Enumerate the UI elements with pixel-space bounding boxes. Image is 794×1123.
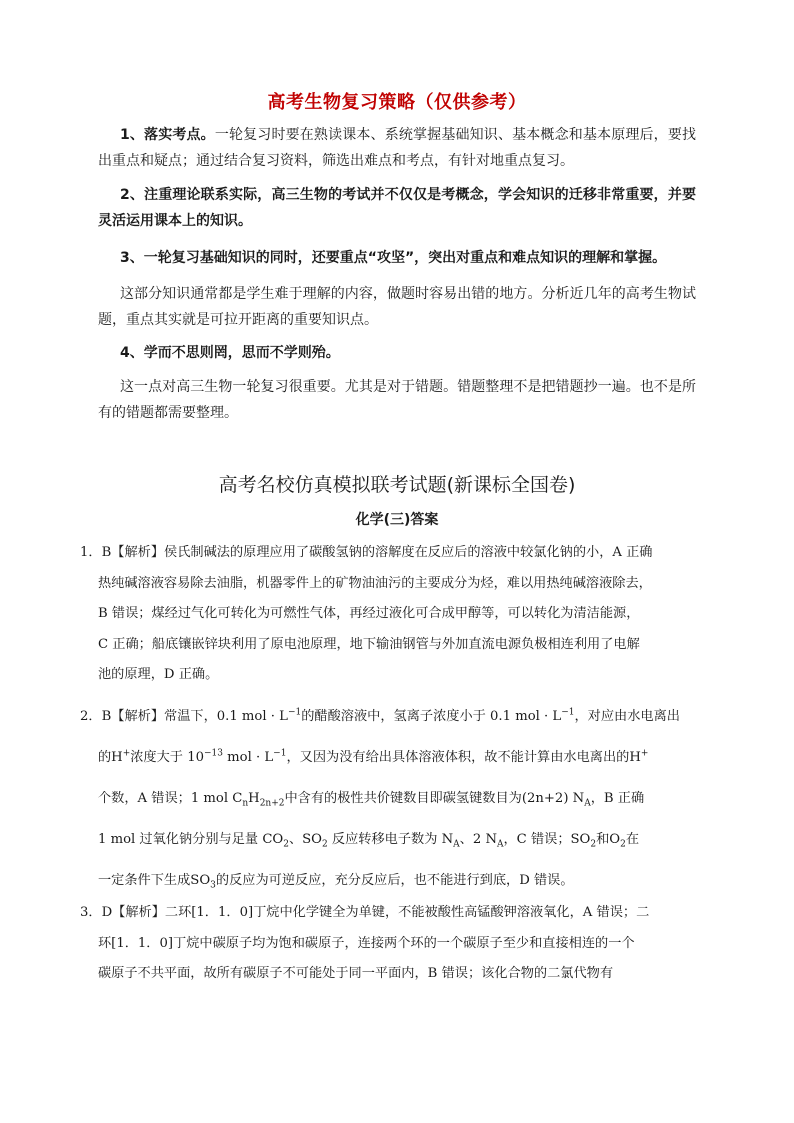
answer-3 [80, 898, 696, 990]
point-4-heading: 4、学而不思则罔，思而不学则殆。 [120, 345, 340, 361]
point-3-heading: 3、一轮复习基础知识的同时，还要重点“攻坚”，突出对重点和难点知识的理解和掌握。 [120, 250, 667, 266]
strategy-point-4-text: 这一点对高三生物一轮复习很重要。尤其是对于错题。错题整理不是把错题抄一遍。也不是所有的错题都需要整理。 [98, 379, 696, 421]
answer-2-line: 一定条件下生成$SO_3$的反应为可逆反应，充分反应后，也不能进行到底，D 错误。 [98, 873, 574, 891]
answer-1-line: 1．B【解析】侯氏制碱法的原理应用了碳酸氢钠的溶解度在反应后的溶液中较氯化钠的小，A 正确 [80, 545, 653, 560]
point-1-text: 一轮复习时要在熟读课本、系统掌握基础知识、基本概念和基本原理后，要找出重点和疑点；通过结合复习资料，筛选出难点和考点，有针对地重点复习。 [98, 127, 696, 169]
point-2-heading: 2、注重理论联系实际，高三生物的考试并不仅仅是考概念，学会知识的迁移非常重要，并要灵活运用课本上的知识。 [98, 187, 696, 229]
answer-3-line: 3．D【解析】二环[1．1．0]丁烷中化学键全为单键，不能被酸性高锰酸钾溶液氧化，A 错误；二 [80, 905, 650, 920]
strategy-point-4 [98, 340, 696, 366]
point-1-heading: 1、落实考点。 [120, 127, 215, 143]
answer-1 [80, 538, 696, 691]
answer-2-line: 的H+浓度大于 $10^{-13}$ mol · $L^{-1}$，又因为没有给出具体溶液体积，故不能计算由水电离出的H+ [98, 748, 649, 765]
answer-2-line: 1 mol 过氧化钠分别与足量 $CO_2$、$SO_2$ 反应转移电子数为 $N_A$、2 $N_A$，C 错误；$SO_2$和$O_2$在 [98, 832, 640, 850]
strategy-point-3 [98, 245, 696, 271]
answer-3-line: 环[1．1．0]丁烷中碳原子均为饱和碳原子，连接两个环的一个碳原子至少和直接相连的一个 [98, 935, 635, 951]
answer-2 [80, 696, 696, 901]
strategy-point-3-text: 这部分知识通常都是学生难于理解的内容，做题时容易出错的地方。分析近几年的高考生物试题，重点其实就是可拉开距离的重要知识点。 [98, 286, 696, 328]
strategy-point-2 [98, 182, 696, 234]
exam-title: 高考名校仿真模拟联考试题(新课标全国卷) [218, 474, 576, 496]
strategy-title: 高考生物复习策略（仅供参考） [267, 92, 527, 113]
answer-1-line: C 正确；船底镶嵌锌块利用了原电池原理，地下输油钢管与外加直流电源负极相连利用了电解 [98, 636, 640, 652]
answer-2-line: 个数，A 错误；1 mol $C_nH_{2n+2}$中含有的极性共价键数目即碳氢键数目为(2n+2) $N_A$，B 正确 [98, 791, 645, 809]
answer-1-line: 池的原理，D 正确。 [98, 667, 219, 682]
exam-subtitle: 化学(三)答案 [355, 512, 439, 528]
answer-1-line: 热纯碱溶液容易除去油脂，机器零件上的矿物油油污的主要成分为烃，难以用热纯碱溶液除去， [98, 575, 652, 591]
answer-2-line: 2．B【解析】常温下，0.1 mol · $L^{-1}$的醋酸溶液中，氢离子浓度小于 0.1 mol · $L^{-1}$，对应由水电离出 [80, 707, 680, 724]
answer-3-line: 碳原子不共平面，故所有碳原子不可能处于同一平面内，B 错误；该化合物的二氯代物有 [98, 966, 614, 981]
strategy-point-1 [98, 122, 696, 174]
answer-1-line: B 错误；煤经过气化可转化为可燃性气体，再经过液化可合成甲醇等，可以转化为清洁能源， [98, 606, 640, 621]
